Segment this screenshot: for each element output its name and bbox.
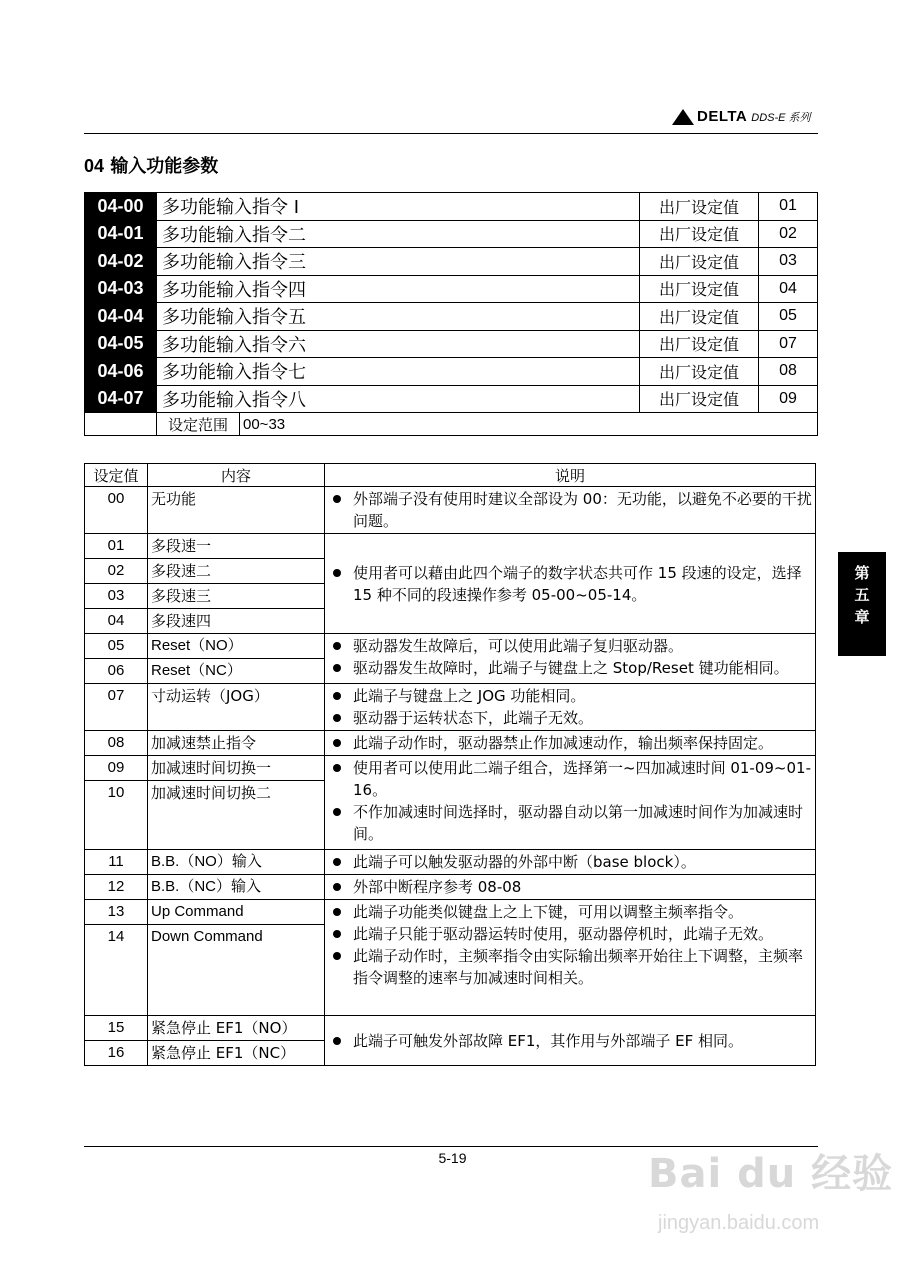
factory-value: 03	[759, 248, 818, 276]
param-row	[85, 303, 818, 331]
bullet-dot-icon	[333, 908, 341, 916]
param-code: 04-03	[85, 275, 157, 303]
setting-value: 15	[85, 1016, 148, 1041]
header-content: 内容	[148, 464, 325, 487]
bullet: 驱动器于运转状态下，此端子无效。	[331, 707, 812, 729]
bullet: 外部中断程序参考 08-08	[331, 876, 812, 898]
bullet-dot-icon	[333, 858, 341, 866]
setting-content: 紧急停止 EF1（NO）	[148, 1016, 325, 1041]
factory-value: 02	[759, 220, 818, 248]
bullet: 此端子可触发外部故障 EF1，其作用与外部端子 EF 相同。	[331, 1030, 812, 1052]
bullet: 此端子动作时，主频率指令由实际输出频率开始往上下调整，主频率指令调整的速率与加减速时间相关。	[331, 945, 812, 989]
setting-content: 多段速四	[148, 609, 325, 634]
setting-value: 13	[85, 900, 148, 925]
param-row	[85, 330, 818, 358]
series-label: DDS-E 系列	[751, 111, 811, 124]
setting-content: 加减速时间切换二	[148, 781, 325, 850]
setting-content: 加减速禁止指令	[148, 731, 325, 756]
setting-description	[325, 756, 816, 850]
param-name: 多功能输入指令三	[157, 248, 640, 276]
range-value: 00~33	[240, 413, 818, 436]
brand-name: DELTA	[697, 108, 748, 125]
table-row	[85, 634, 816, 659]
bullet: 此端子与键盘上之 JOG 功能相同。	[331, 685, 812, 707]
setting-content: Down Command	[148, 925, 325, 1016]
chapter-tab-char: 第	[854, 564, 870, 582]
factory-label: 出厂设定值	[640, 220, 759, 248]
setting-content: Up Command	[148, 900, 325, 925]
setting-content: 多段速一	[148, 534, 325, 559]
param-row	[85, 358, 818, 386]
range-row	[85, 413, 818, 436]
setting-value: 14	[85, 925, 148, 1016]
table-row	[85, 487, 816, 534]
param-row	[85, 220, 818, 248]
setting-content: B.B.（NC）输入	[148, 875, 325, 900]
parameter-table	[84, 192, 818, 436]
bullet: 此端子动作时，驱动器禁止作加减速动作，输出频率保持固定。	[331, 732, 812, 754]
bullet: 使用者可以藉由此四个端子的数字状态共可作 15 段速的设定，选择 15 种不同的段速操作参考 05-00~05-14。	[331, 562, 812, 606]
bullet: 不作加减速时间选择时，驱动器自动以第一加减速时间作为加减速时间。	[331, 801, 812, 845]
bullet-dot-icon	[333, 764, 341, 772]
section-title-text: 输入功能参数	[110, 156, 219, 177]
setting-value: 09	[85, 756, 148, 781]
setting-description	[325, 900, 816, 1016]
table-row	[85, 900, 816, 925]
factory-label: 出厂设定值	[640, 385, 759, 413]
bullet: 使用者可以使用此二端子组合，选择第一~四加减速时间 01-09~01-16。	[331, 757, 812, 801]
table-row	[85, 684, 816, 731]
range-label: 设定范围	[157, 413, 240, 436]
table-header-row	[85, 464, 816, 487]
table-row	[85, 875, 816, 900]
table-row	[85, 756, 816, 781]
setting-content: 无功能	[148, 487, 325, 534]
setting-value: 10	[85, 781, 148, 850]
setting-value: 12	[85, 875, 148, 900]
setting-value: 07	[85, 684, 148, 731]
header-rule	[84, 133, 818, 134]
param-code: 04-02	[85, 248, 157, 276]
setting-description	[325, 875, 816, 900]
param-name: 多功能输入指令六	[157, 330, 640, 358]
factory-label: 出厂设定值	[640, 193, 759, 221]
param-name: 多功能输入指令 I	[157, 193, 640, 221]
param-row	[85, 385, 818, 413]
setting-value: 03	[85, 584, 148, 609]
chapter-tab-char: 章	[854, 608, 870, 626]
section-title	[84, 152, 218, 178]
header-description: 说明	[325, 464, 816, 487]
setting-content: 多段速二	[148, 559, 325, 584]
factory-value: 01	[759, 193, 818, 221]
bullet: 此端子功能类似键盘上之上下键，可用以调整主频率指令。	[331, 901, 812, 923]
factory-label: 出厂设定值	[640, 330, 759, 358]
header-setting-value: 设定值	[85, 464, 148, 487]
param-name: 多功能输入指令二	[157, 220, 640, 248]
setting-content: 加减速时间切换一	[148, 756, 325, 781]
setting-value: 00	[85, 487, 148, 534]
factory-value: 07	[759, 330, 818, 358]
setting-value: 02	[85, 559, 148, 584]
range-spacer	[85, 413, 157, 436]
baidu-watermark-url: jingyan.baidu.com	[658, 1212, 820, 1234]
setting-content: Reset（NO）	[148, 634, 325, 659]
bullet-dot-icon	[333, 569, 341, 577]
setting-description	[325, 684, 816, 731]
bullet: 此端子只能于驱动器运转时使用，驱动器停机时，此端子无效。	[331, 923, 812, 945]
param-row	[85, 248, 818, 276]
setting-description	[325, 487, 816, 534]
delta-triangle-icon	[672, 109, 694, 125]
factory-value: 04	[759, 275, 818, 303]
param-name: 多功能输入指令八	[157, 385, 640, 413]
table-row	[85, 731, 816, 756]
delta-logo	[672, 108, 811, 125]
factory-label: 出厂设定值	[640, 275, 759, 303]
bullet-dot-icon	[333, 642, 341, 650]
param-code: 04-04	[85, 303, 157, 331]
factory-label: 出厂设定值	[640, 303, 759, 331]
param-code: 04-00	[85, 193, 157, 221]
setting-content: 紧急停止 EF1（NC）	[148, 1041, 325, 1066]
settings-description-table	[84, 463, 816, 1066]
factory-value: 08	[759, 358, 818, 386]
setting-description	[325, 850, 816, 875]
setting-content: 多段速三	[148, 584, 325, 609]
bullet-dot-icon	[333, 883, 341, 891]
setting-description	[325, 731, 816, 756]
param-row	[85, 193, 818, 221]
param-name: 多功能输入指令四	[157, 275, 640, 303]
setting-content: Reset（NC）	[148, 659, 325, 684]
setting-value: 04	[85, 609, 148, 634]
setting-value: 01	[85, 534, 148, 559]
bullet: 驱动器发生故障后，可以使用此端子复归驱动器。	[331, 635, 812, 657]
bullet-dot-icon	[333, 714, 341, 722]
param-row	[85, 275, 818, 303]
setting-content: 寸动运转（JOG）	[148, 684, 325, 731]
bullet-dot-icon	[333, 930, 341, 938]
bullet-dot-icon	[333, 808, 341, 816]
table-row	[85, 850, 816, 875]
param-code: 04-06	[85, 358, 157, 386]
setting-value: 08	[85, 731, 148, 756]
factory-value: 09	[759, 385, 818, 413]
baidu-watermark: Bai du 经验	[648, 1151, 894, 1197]
setting-description	[325, 1016, 816, 1066]
bullet-dot-icon	[333, 1037, 341, 1045]
chapter-tab-char: 五	[854, 586, 870, 604]
param-code: 04-01	[85, 220, 157, 248]
setting-value: 06	[85, 659, 148, 684]
bullet: 外部端子没有使用时建议全部设为 00：无功能，以避免不必要的干扰问题。	[331, 488, 812, 532]
param-name: 多功能输入指令七	[157, 358, 640, 386]
setting-value: 16	[85, 1041, 148, 1066]
bullet-dot-icon	[333, 952, 341, 960]
bullet-dot-icon	[333, 692, 341, 700]
param-code: 04-07	[85, 385, 157, 413]
factory-label: 出厂设定值	[640, 358, 759, 386]
factory-value: 05	[759, 303, 818, 331]
setting-value: 05	[85, 634, 148, 659]
section-number: 04	[84, 156, 105, 176]
param-name: 多功能输入指令五	[157, 303, 640, 331]
setting-description	[325, 634, 816, 684]
setting-description	[325, 534, 816, 634]
setting-content: B.B.（NO）输入	[148, 850, 325, 875]
page-number: 5-19	[438, 1150, 467, 1166]
bullet: 此端子可以触发驱动器的外部中断（base block）。	[331, 851, 812, 873]
table-row	[85, 1016, 816, 1041]
bullet: 驱动器发生故障时，此端子与键盘上之 Stop/Reset 键功能相同。	[331, 657, 812, 679]
bullet-dot-icon	[333, 664, 341, 672]
factory-label: 出厂设定值	[640, 248, 759, 276]
setting-value: 11	[85, 850, 148, 875]
bullet-dot-icon	[333, 739, 341, 747]
chapter-tab	[838, 552, 886, 656]
bullet-dot-icon	[333, 495, 341, 503]
table-row	[85, 534, 816, 559]
param-code: 04-05	[85, 330, 157, 358]
